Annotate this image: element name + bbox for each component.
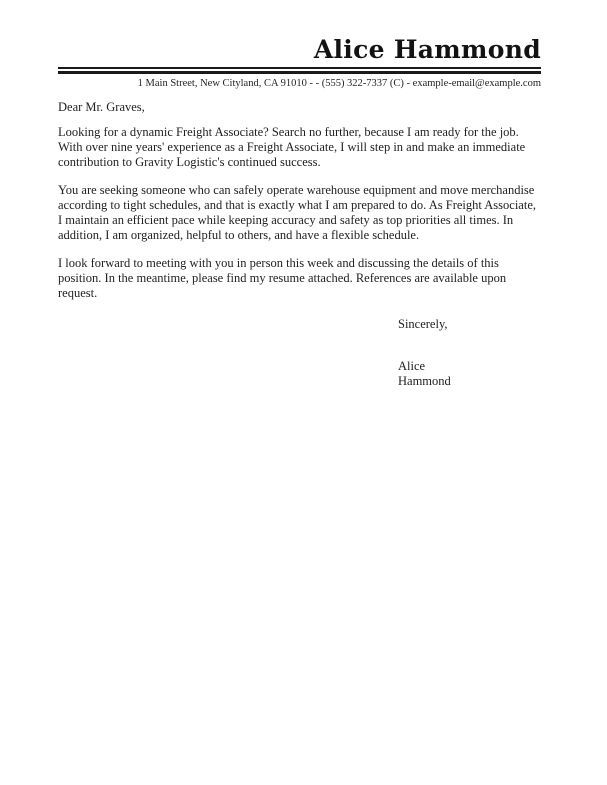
letter-content	[58, 0, 541, 389]
salutation: Dear Mr. Graves,	[58, 100, 145, 114]
closing-salutation: Sincerely,	[398, 317, 448, 331]
signature-last-name: Hammond	[398, 374, 451, 388]
closing-block	[398, 317, 541, 389]
letter-author-name: Alice Hammond	[313, 35, 541, 64]
letter-paragraph-1: Looking for a dynamic Freight Associate? Search no further, because I am ready for the job. With over nine years' experience as a Freight Associate, I will step in and make an immediate contribution to Gravity Logistic's continued success.	[58, 125, 526, 169]
signature-name	[398, 359, 541, 389]
signature-first-name: Alice	[398, 359, 426, 373]
contact-line: 1 Main Street, New Cityland, CA 91010 - - (555) 322-7337 (C) - example-email@example.com	[137, 78, 541, 89]
header-double-rule	[58, 67, 541, 74]
letter-paragraph-2: You are seeking someone who can safely operate warehouse equipment and move merchandise according to tight schedules, and that is exactly what I am prepared to do. As Freight Associate, I maintain an efficient pace while keeping accuracy and safety as top priorities all times. In addition, I am organized, helpful to others, and have a flexible schedule.	[58, 183, 537, 242]
letter-paragraph-3: I look forward to meeting with you in person this week and discussing the details of this position. In the meantime, please find my resume attached. References are available upon request.	[58, 256, 507, 300]
letter-body	[58, 100, 541, 389]
